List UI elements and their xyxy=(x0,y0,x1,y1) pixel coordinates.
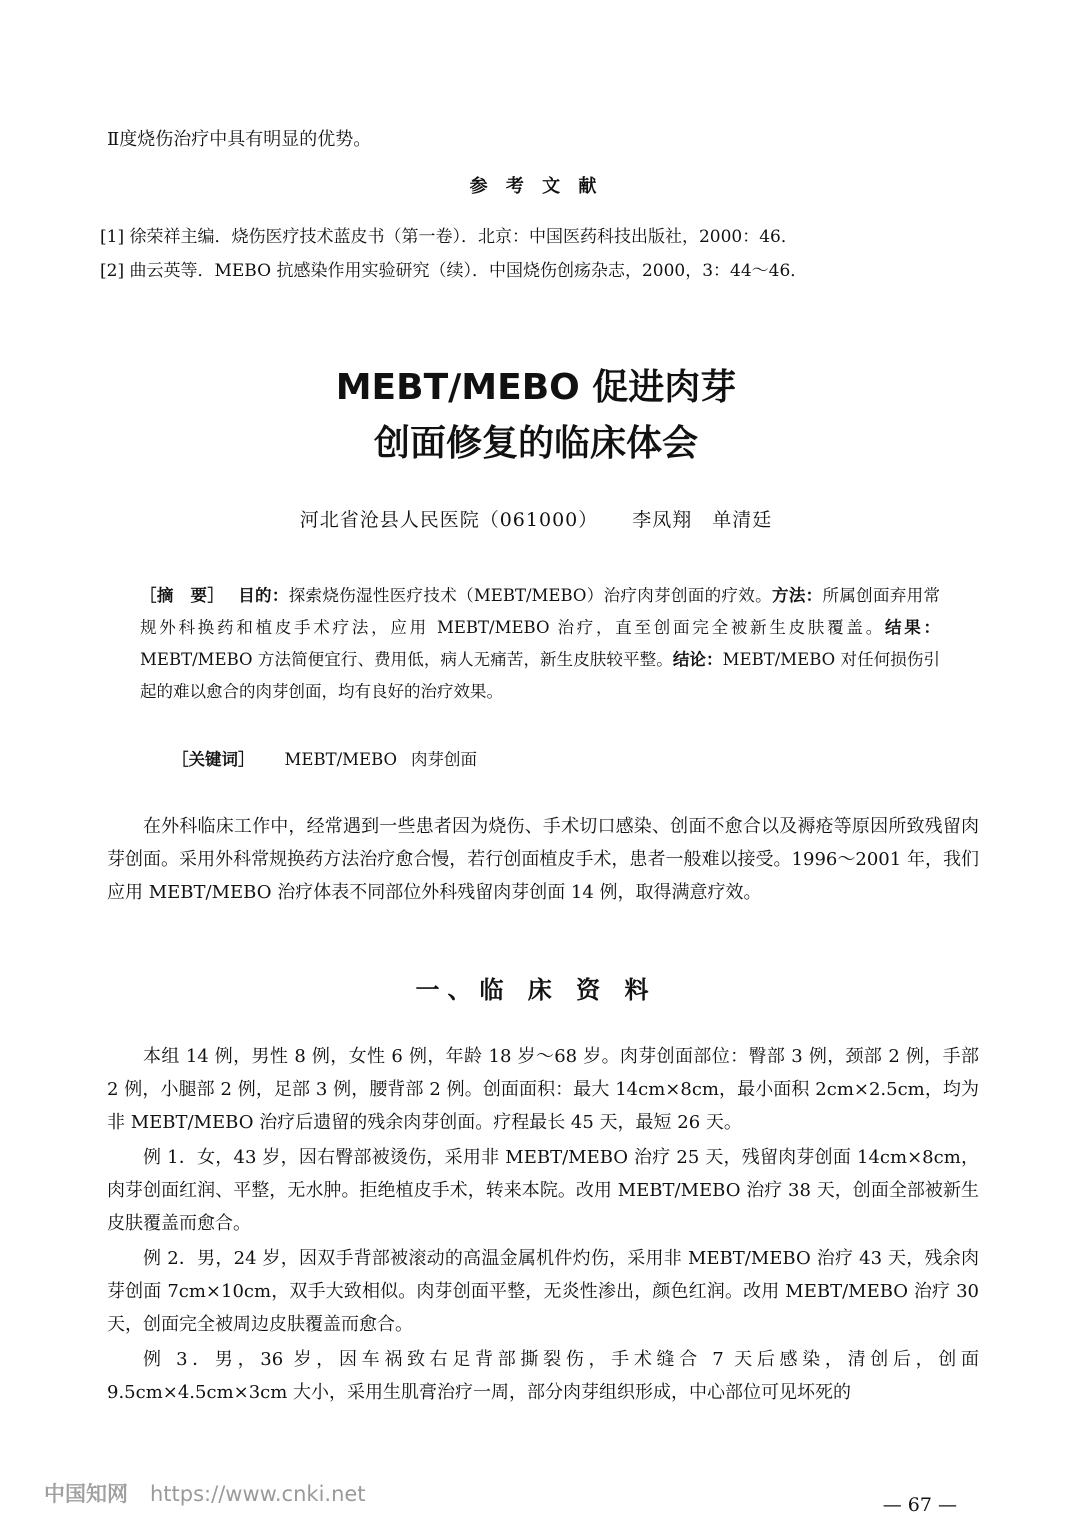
footer-url[interactable]: https://www.cnki.net xyxy=(150,1482,366,1506)
body-paragraph: 例 2．男，24 岁，因双手背部被滚动的高温金属机件灼伤，采用非 MEBT/MEBO 治疗 43 天，残余肉芽创面 7cm×10cm，双手大致相似。肉芽创面平整，无炎性渗出，颜色红润。改用 MEBT/MEBO 治疗 30 天，创面完全被周边皮肤覆盖而愈合。 xyxy=(107,1248,979,1335)
keyword: 肉芽创面 xyxy=(411,750,478,769)
abstract-conclusion: MEBT/MEBO 对任何损伤引起的难以愈合的肉芽创面，均有良好的治疗效果。 xyxy=(140,650,940,701)
body-paragraph: 本组 14 例，男性 8 例，女性 6 例，年龄 18 岁～68 岁。肉芽创面部位：臀部 3 例，颈部 2 例，手部 2 例，小腿部 2 例，足部 3 例，腰背部 2 例。创面面积：最大 14cm×8cm，最小面积 2cm×2.5cm，均为非 MEBT/MEBO 治疗后遗留的残余肉芽创面。疗程最长 45 天，最短 26 天。 xyxy=(107,1046,979,1133)
references-list xyxy=(100,220,1000,288)
authors: 李凤翔 单清廷 xyxy=(632,509,773,531)
article-title-line: 创面修复的临床体会 xyxy=(373,423,698,464)
reference-item: [1] 徐荣祥主编．烧伤医疗技术蓝皮书（第一卷）．北京：中国医药科技出版社，2000：46． xyxy=(100,227,798,247)
abstract xyxy=(140,580,940,708)
abstract-conclusion-label: 结论： xyxy=(672,650,723,669)
body-paragraph: 例 1．女，43 岁，因右臀部被烫伤，采用非 MEBT/MEBO 治疗 25 天，残留肉芽创面 14cm×8cm，肉芽创面红润、平整，无水肿。拒绝植皮手术，转来本院。改用 MEBT/MEBO 治疗 38 天，创面全部被新生皮肤覆盖而愈合。 xyxy=(107,1147,979,1234)
page-number: — 67 — xyxy=(882,1494,957,1516)
affiliation: 河北省沧县人民医院（061000） xyxy=(299,509,599,531)
byline xyxy=(0,505,1072,532)
continued-text: Ⅱ度烧伤治疗中具有明显的优势。 xyxy=(107,129,372,150)
abstract-method-label: 方法： xyxy=(771,586,823,605)
footer-brand: 中国知网 xyxy=(44,1482,128,1506)
abstract-result-label: 结果： xyxy=(884,618,940,637)
keywords-tag: ［关键词］ xyxy=(172,750,255,769)
abstract-method: 所属创面弃用常规外科换药和植皮手术疗法，应用 MEBT/MEBO 治疗，直至创面完全被新生皮肤覆盖。 xyxy=(140,586,941,637)
intro-paragraph: 在外科临床工作中，经常遇到一些患者因为烧伤、手术切口感染、创面不愈合以及褥疮等原因所致残留肉芽创面。采用外科常规换药方法治疗愈合慢，若行创面植皮手术，患者一般难以接受。1996～2001 年，我们应用 MEBT/MEBO 治疗体表不同部位外科残留肉芽创面 14 例，取得满意疗效。 xyxy=(107,816,979,903)
section-heading: 一、临 床 资 料 xyxy=(415,976,657,1004)
abstract-purpose: 探索烧伤湿性医疗技术（MEBT/MEBO）治疗肉芽创面的疗效。 xyxy=(288,586,772,605)
footer-watermark xyxy=(44,1478,366,1508)
reference-item: [2] 曲云英等．MEBO 抗感染作用实验研究（续）．中国烧伤创疡杂志，2000，3：44～46． xyxy=(100,261,808,281)
abstract-result: MEBT/MEBO 方法简便宜行、费用低，病人无痛苦，新生皮肤较平整。 xyxy=(140,650,673,669)
article-title xyxy=(0,360,1072,472)
article-title-line: MEBT/MEBO 促进肉芽 xyxy=(335,367,737,408)
keyword: MEBT/MEBO xyxy=(284,750,398,769)
abstract-purpose-label: 目的： xyxy=(238,586,289,605)
section-body xyxy=(107,1040,979,1411)
abstract-tag: ［摘 要］ xyxy=(140,586,225,605)
keywords xyxy=(172,744,491,776)
references-heading: 参 考 文 献 xyxy=(469,176,603,197)
body-paragraph: 例 3．男，36 岁，因车祸致右足背部撕裂伤，手术缝合 7 天后感染，清创后，创面 9.5cm×4.5cm×3cm 大小，采用生肌膏治疗一周，部分肉芽组织形成，中心部位可见坏死的 xyxy=(107,1349,979,1403)
